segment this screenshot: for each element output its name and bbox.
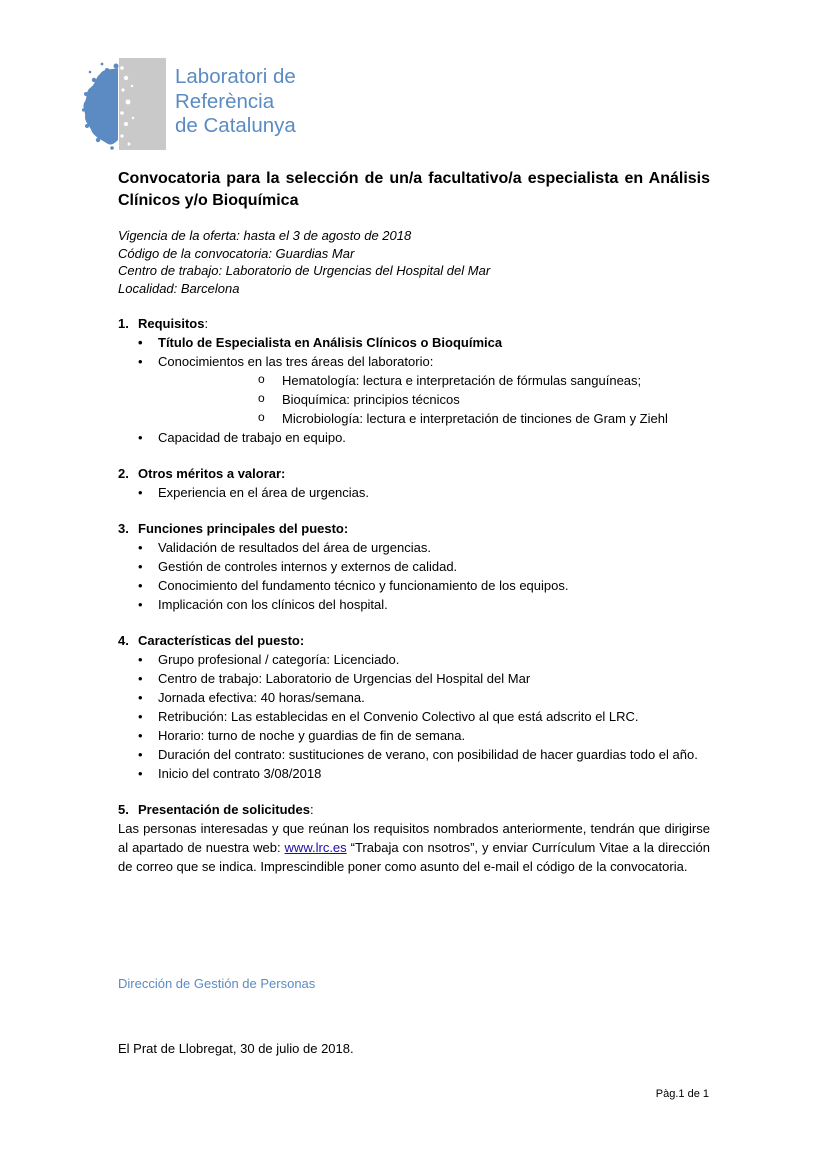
list-item: • Grupo profesional / categoría: Licenciado. <box>118 650 710 669</box>
bullet-list <box>118 333 710 447</box>
section-requisitos <box>118 314 710 447</box>
website-link[interactable]: www.lrc.es <box>284 840 347 855</box>
paragraph-text-after: “Trabaja con nsotros”, y enviar Currículum Vitae a la dirección de correo que se indica. Imprescindible poner como asunto del e-mail el código de la convocatoria. <box>118 840 710 874</box>
lrc-logo <box>82 58 322 150</box>
sub-list <box>158 371 710 428</box>
section-number: 4. <box>118 633 129 648</box>
logo-line-2: Referència <box>175 89 275 113</box>
offer-details <box>118 227 710 297</box>
section-heading <box>118 631 710 650</box>
signature-department: Dirección de Gestión de Personas <box>118 976 316 991</box>
offer-workplace: Centro de trabajo: Laboratorio de Urgencias del Hospital del Mar <box>118 263 491 278</box>
section-heading <box>118 519 710 538</box>
bullet-list <box>118 483 710 502</box>
list-item: • Retribución: Las establecidas en el Convenio Colectivo al que está adscrito el LRC. <box>118 707 710 726</box>
bullet-list <box>118 650 710 783</box>
section-number: 1. <box>118 316 129 331</box>
section-heading <box>118 800 710 819</box>
list-item: • Experiencia en el área de urgencias. <box>118 483 710 502</box>
list-item: • Título de Especialista en Análisis Clínicos o Bioquímica <box>118 333 710 352</box>
section-number: 2. <box>118 466 129 481</box>
list-item: • Validación de resultados del área de urgencias. <box>118 538 710 557</box>
section-title <box>138 800 314 819</box>
section-title: Características del puesto: <box>138 633 305 648</box>
section-title-text: Requisitos <box>138 316 205 331</box>
section-number: 3. <box>118 521 129 536</box>
list-item: • Inicio del contrato 3/08/2018 <box>118 764 710 783</box>
bullet-list <box>118 538 710 614</box>
section-number: 5. <box>118 802 129 817</box>
logo-line-3: de Catalunya <box>175 114 296 137</box>
section-caracteristicas <box>118 631 710 783</box>
list-item: • Jornada efectiva: 40 horas/semana. <box>118 688 710 707</box>
section-title-text: Presentación de solicitudes <box>138 802 310 817</box>
sub-list-item: o Microbiología: lectura e interpretación de tinciones de Gram y Ziehl <box>158 409 710 428</box>
section-title: Funciones principales del puesto: <box>138 521 349 536</box>
section-meritos <box>118 464 710 502</box>
list-item: • Conocimiento del fundamento técnico y funcionamiento de los equipos. <box>118 576 710 595</box>
list-item: • Gestión de controles internos y externos de calidad. <box>118 557 710 576</box>
section-title-suffix: : <box>309 802 314 817</box>
offer-code: Código de la convocatoria: Guardias Mar <box>118 245 355 261</box>
sub-list-item: o Bioquímica: principios técnicos <box>158 390 710 409</box>
list-item: • Centro de trabajo: Laboratorio de Urgencias del Hospital del Mar <box>118 669 710 688</box>
application-paragraph <box>118 819 710 876</box>
section-funciones <box>118 519 710 614</box>
lrc-logo-mark-icon <box>82 58 166 150</box>
section-heading <box>118 464 710 483</box>
sections <box>118 314 710 876</box>
page-number: Pàg.1 de 1 <box>655 1088 709 1100</box>
section-title-suffix: : <box>204 316 209 331</box>
paragraph-text-before: Las personas interesadas y que reúnan los requisitos nombrados anteriormente, tendrán que dirigirse al apartado de nuestra web: <box>118 821 710 855</box>
place-and-date: El Prat de Llobregat, 30 de julio de 2018. <box>118 1041 354 1056</box>
list-item: • Implicación con los clínicos del hospital. <box>118 595 710 614</box>
offer-location: Localidad: Barcelona <box>118 280 240 296</box>
section-title: Otros méritos a valorar: <box>138 466 286 481</box>
logo-line-1: Laboratori de <box>175 65 296 88</box>
list-item: • Duración del contrato: sustituciones de verano, con posibilidad de hacer guardias todo el año. <box>118 745 710 764</box>
list-item: • Capacidad de trabajo en equipo. <box>118 428 710 447</box>
document-title: Convocatoria para la selección de un/a facultativo/a especialista en Análisis Clínicos y/o Bioquímica <box>118 170 710 209</box>
list-item: • Horario: turno de noche y guardias de fin de semana. <box>118 726 710 745</box>
offer-validity: Vigencia de la oferta: hasta el 3 de agosto de 2018 <box>118 228 412 243</box>
list-item <box>118 352 710 428</box>
list-item-text: Conocimientos en las tres áreas del laboratorio: <box>158 354 434 369</box>
document-body <box>118 168 710 876</box>
section-presentacion <box>118 800 710 876</box>
lrc-logo-text <box>175 65 296 139</box>
section-heading <box>118 314 710 333</box>
sub-list-item: o Hematología: lectura e interpretación de fórmulas sanguíneas; <box>158 371 710 390</box>
section-title <box>138 314 208 333</box>
